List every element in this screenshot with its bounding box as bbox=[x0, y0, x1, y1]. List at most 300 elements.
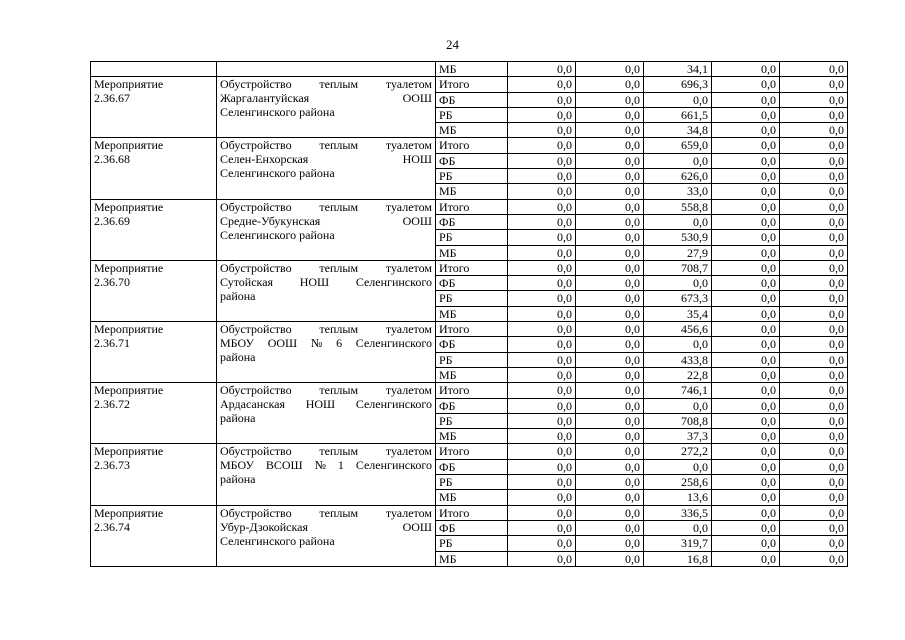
value-cell: 0,0 bbox=[780, 505, 848, 520]
value-cell: 0,0 bbox=[576, 475, 644, 490]
value-cell: 0,0 bbox=[576, 490, 644, 505]
value-cell: 0,0 bbox=[508, 77, 576, 92]
value-cell: 0,0 bbox=[780, 429, 848, 444]
value-cell: 0,0 bbox=[576, 291, 644, 306]
event-cell bbox=[91, 505, 217, 566]
event-label: 2.36.68 bbox=[94, 152, 130, 167]
value-cell: 0,0 bbox=[780, 383, 848, 398]
source-cell: МБ bbox=[436, 245, 508, 260]
value-cell: 626,0 bbox=[644, 169, 712, 184]
description-word: теплым bbox=[319, 322, 359, 337]
description-word: Селенгинского района bbox=[220, 166, 335, 181]
description-line bbox=[220, 411, 432, 425]
value-cell: 0,0 bbox=[508, 260, 576, 275]
value-cell: 0,0 bbox=[712, 337, 780, 352]
value-cell: 0,0 bbox=[780, 276, 848, 291]
event-label: 2.36.70 bbox=[94, 274, 130, 289]
value-cell: 0,0 bbox=[508, 429, 576, 444]
event-label: Мероприятие bbox=[94, 505, 164, 520]
value-cell: 0,0 bbox=[508, 153, 576, 168]
description-word: Ардасанская bbox=[220, 397, 285, 412]
event-cell bbox=[91, 260, 217, 321]
description-word: 6 bbox=[336, 336, 343, 351]
description-line bbox=[220, 383, 432, 397]
description-cell bbox=[217, 62, 436, 77]
table-row bbox=[91, 322, 848, 337]
value-cell: 0,0 bbox=[780, 398, 848, 413]
value-cell: 0,0 bbox=[508, 383, 576, 398]
value-cell: 0,0 bbox=[644, 92, 712, 107]
value-cell: 0,0 bbox=[712, 245, 780, 260]
value-cell: 16,8 bbox=[644, 551, 712, 566]
value-cell: 456,6 bbox=[644, 322, 712, 337]
value-cell: 0,0 bbox=[780, 230, 848, 245]
value-cell: 0,0 bbox=[780, 169, 848, 184]
value-cell: 0,0 bbox=[780, 551, 848, 566]
description-word: НОШ bbox=[305, 397, 336, 412]
value-cell: 0,0 bbox=[780, 413, 848, 428]
value-cell: 0,0 bbox=[780, 199, 848, 214]
value-cell: 0,0 bbox=[508, 306, 576, 321]
source-cell: Итого bbox=[436, 199, 508, 214]
value-cell: 0,0 bbox=[712, 77, 780, 92]
budget-table-body bbox=[91, 62, 848, 567]
description-line bbox=[220, 105, 432, 119]
description-word: ООШ bbox=[402, 91, 432, 106]
value-cell: 0,0 bbox=[508, 536, 576, 551]
value-cell: 0,0 bbox=[644, 337, 712, 352]
value-cell: 0,0 bbox=[712, 490, 780, 505]
description-line bbox=[220, 275, 432, 289]
description-word: Селенгинского bbox=[355, 336, 432, 351]
value-cell: 0,0 bbox=[712, 107, 780, 122]
description-word: Убур-Дзокойская bbox=[220, 519, 309, 534]
value-cell: 0,0 bbox=[780, 490, 848, 505]
value-cell: 33,0 bbox=[644, 184, 712, 199]
description-word: теплым bbox=[319, 383, 359, 398]
value-cell: 0,0 bbox=[644, 153, 712, 168]
source-cell: РБ bbox=[436, 413, 508, 428]
value-cell: 0,0 bbox=[712, 505, 780, 520]
value-cell: 530,9 bbox=[644, 230, 712, 245]
value-cell: 0,0 bbox=[712, 444, 780, 459]
value-cell: 0,0 bbox=[576, 337, 644, 352]
description-word: ООШ bbox=[402, 213, 432, 228]
value-cell: 0,0 bbox=[508, 322, 576, 337]
source-cell: МБ bbox=[436, 306, 508, 321]
event-cell bbox=[91, 199, 217, 260]
source-cell: Итого bbox=[436, 444, 508, 459]
description-line bbox=[220, 77, 432, 91]
source-cell: МБ bbox=[436, 429, 508, 444]
value-cell: 0,0 bbox=[712, 459, 780, 474]
source-cell: МБ bbox=[436, 490, 508, 505]
value-cell: 0,0 bbox=[508, 551, 576, 566]
value-cell: 0,0 bbox=[712, 123, 780, 138]
value-cell: 0,0 bbox=[712, 153, 780, 168]
event-cell bbox=[91, 383, 217, 444]
value-cell: 0,0 bbox=[508, 475, 576, 490]
source-cell: МБ bbox=[436, 184, 508, 199]
event-label: Мероприятие bbox=[94, 199, 164, 214]
source-cell: МБ bbox=[436, 551, 508, 566]
description-word: № bbox=[310, 336, 323, 351]
value-cell: 0,0 bbox=[576, 367, 644, 382]
value-cell: 0,0 bbox=[780, 107, 848, 122]
value-cell: 0,0 bbox=[576, 199, 644, 214]
description-line bbox=[220, 534, 432, 548]
description-word: ООШ bbox=[267, 336, 298, 351]
description-line bbox=[220, 397, 432, 411]
value-cell: 336,5 bbox=[644, 505, 712, 520]
description-word: Обустройство bbox=[220, 77, 292, 92]
value-cell: 0,0 bbox=[644, 520, 712, 535]
source-cell: ФБ bbox=[436, 337, 508, 352]
value-cell: 0,0 bbox=[508, 245, 576, 260]
value-cell: 708,8 bbox=[644, 413, 712, 428]
description-word: туалетом bbox=[385, 383, 432, 398]
description-cell bbox=[217, 138, 436, 199]
value-cell: 0,0 bbox=[712, 383, 780, 398]
description-word: Обустройство bbox=[220, 322, 292, 337]
description-line bbox=[220, 336, 432, 350]
event-cell bbox=[91, 62, 217, 77]
value-cell: 0,0 bbox=[780, 260, 848, 275]
value-cell: 0,0 bbox=[712, 260, 780, 275]
source-cell: Итого bbox=[436, 138, 508, 153]
value-cell: 0,0 bbox=[712, 367, 780, 382]
event-cell bbox=[91, 138, 217, 199]
source-cell: РБ bbox=[436, 107, 508, 122]
event-label: 2.36.72 bbox=[94, 397, 130, 412]
value-cell: 0,0 bbox=[780, 520, 848, 535]
source-cell: Итого bbox=[436, 383, 508, 398]
table-row bbox=[91, 77, 848, 92]
value-cell: 0,0 bbox=[780, 153, 848, 168]
value-cell: 0,0 bbox=[712, 169, 780, 184]
source-cell: РБ bbox=[436, 169, 508, 184]
description-word: Обустройство bbox=[220, 505, 292, 520]
value-cell: 0,0 bbox=[508, 107, 576, 122]
budget-table bbox=[90, 61, 848, 567]
event-label: 2.36.69 bbox=[94, 213, 130, 228]
description-word: туалетом bbox=[385, 199, 432, 214]
value-cell: 0,0 bbox=[712, 413, 780, 428]
value-cell: 0,0 bbox=[508, 138, 576, 153]
value-cell: 0,0 bbox=[712, 291, 780, 306]
value-cell: 0,0 bbox=[576, 383, 644, 398]
description-cell bbox=[217, 383, 436, 444]
event-label: Мероприятие bbox=[94, 77, 164, 92]
value-cell: 0,0 bbox=[508, 276, 576, 291]
value-cell: 0,0 bbox=[644, 459, 712, 474]
value-cell: 0,0 bbox=[712, 475, 780, 490]
description-word: Селенгинского района bbox=[220, 533, 335, 548]
value-cell: 0,0 bbox=[508, 230, 576, 245]
description-word: Обустройство bbox=[220, 199, 292, 214]
value-cell: 0,0 bbox=[576, 92, 644, 107]
event-cell bbox=[91, 444, 217, 505]
value-cell: 0,0 bbox=[780, 138, 848, 153]
value-cell: 0,0 bbox=[712, 429, 780, 444]
description-line bbox=[220, 214, 432, 228]
description-word: НОШ bbox=[299, 274, 330, 289]
value-cell: 0,0 bbox=[712, 214, 780, 229]
description-line bbox=[220, 506, 432, 520]
value-cell: 0,0 bbox=[508, 337, 576, 352]
value-cell: 0,0 bbox=[508, 184, 576, 199]
description-word: Селенгинского района bbox=[220, 227, 335, 242]
value-cell: 0,0 bbox=[508, 459, 576, 474]
value-cell: 34,8 bbox=[644, 123, 712, 138]
value-cell: 0,0 bbox=[508, 62, 576, 77]
event-label: Мероприятие bbox=[94, 444, 164, 459]
value-cell: 0,0 bbox=[780, 291, 848, 306]
event-label: 2.36.74 bbox=[94, 519, 130, 534]
value-cell: 319,7 bbox=[644, 536, 712, 551]
description-line bbox=[220, 289, 432, 303]
event-label: 2.36.67 bbox=[94, 91, 130, 106]
value-cell: 0,0 bbox=[712, 398, 780, 413]
description-line bbox=[220, 322, 432, 336]
source-cell: РБ bbox=[436, 230, 508, 245]
description-line bbox=[220, 166, 432, 180]
event-label: 2.36.71 bbox=[94, 336, 130, 351]
table-row bbox=[91, 199, 848, 214]
value-cell: 0,0 bbox=[780, 352, 848, 367]
description-word: теплым bbox=[319, 505, 359, 520]
description-cell bbox=[217, 77, 436, 138]
value-cell: 746,1 bbox=[644, 383, 712, 398]
description-word: Обустройство bbox=[220, 138, 292, 153]
description-word: Обустройство bbox=[220, 444, 292, 459]
description-word: 1 bbox=[337, 458, 344, 473]
description-word: туалетом bbox=[385, 322, 432, 337]
event-cell bbox=[91, 77, 217, 138]
source-cell: РБ bbox=[436, 352, 508, 367]
description-word: района bbox=[220, 288, 256, 303]
value-cell: 0,0 bbox=[780, 77, 848, 92]
value-cell: 0,0 bbox=[780, 536, 848, 551]
description-word: района bbox=[220, 472, 256, 487]
value-cell: 0,0 bbox=[576, 153, 644, 168]
value-cell: 0,0 bbox=[780, 62, 848, 77]
table-row bbox=[91, 383, 848, 398]
description-word: Селенгинского bbox=[355, 397, 432, 412]
value-cell: 558,8 bbox=[644, 199, 712, 214]
value-cell: 0,0 bbox=[780, 184, 848, 199]
value-cell: 0,0 bbox=[576, 505, 644, 520]
value-cell: 272,2 bbox=[644, 444, 712, 459]
value-cell: 0,0 bbox=[576, 169, 644, 184]
description-word: теплым bbox=[319, 77, 359, 92]
value-cell: 0,0 bbox=[508, 352, 576, 367]
description-word: Селенгинского района bbox=[220, 105, 335, 120]
value-cell: 659,0 bbox=[644, 138, 712, 153]
description-word: теплым bbox=[319, 260, 359, 275]
value-cell: 0,0 bbox=[780, 92, 848, 107]
value-cell: 673,3 bbox=[644, 291, 712, 306]
value-cell: 0,0 bbox=[508, 169, 576, 184]
source-cell: ФБ bbox=[436, 459, 508, 474]
value-cell: 0,0 bbox=[508, 505, 576, 520]
description-line bbox=[220, 458, 432, 472]
value-cell: 0,0 bbox=[576, 214, 644, 229]
description-word: № bbox=[314, 458, 327, 473]
value-cell: 0,0 bbox=[780, 306, 848, 321]
value-cell: 0,0 bbox=[780, 214, 848, 229]
source-cell: МБ bbox=[436, 123, 508, 138]
value-cell: 0,0 bbox=[508, 214, 576, 229]
value-cell: 0,0 bbox=[712, 322, 780, 337]
value-cell: 0,0 bbox=[508, 520, 576, 535]
source-cell: Итого bbox=[436, 322, 508, 337]
description-word: туалетом bbox=[385, 505, 432, 520]
value-cell: 0,0 bbox=[644, 276, 712, 291]
value-cell: 0,0 bbox=[508, 123, 576, 138]
value-cell: 0,0 bbox=[712, 92, 780, 107]
value-cell: 0,0 bbox=[576, 62, 644, 77]
description-cell bbox=[217, 199, 436, 260]
value-cell: 661,5 bbox=[644, 107, 712, 122]
value-cell: 0,0 bbox=[780, 459, 848, 474]
value-cell: 0,0 bbox=[508, 199, 576, 214]
source-cell: МБ bbox=[436, 367, 508, 382]
value-cell: 22,8 bbox=[644, 367, 712, 382]
event-cell bbox=[91, 322, 217, 383]
description-word: Сутойская bbox=[220, 274, 274, 289]
description-word: ВСОШ bbox=[265, 458, 303, 473]
description-line bbox=[220, 138, 432, 152]
value-cell: 0,0 bbox=[780, 475, 848, 490]
source-cell: ФБ bbox=[436, 153, 508, 168]
source-cell: ФБ bbox=[436, 214, 508, 229]
value-cell: 0,0 bbox=[712, 352, 780, 367]
source-cell: РБ bbox=[436, 475, 508, 490]
description-cell bbox=[217, 444, 436, 505]
source-cell: РБ bbox=[436, 291, 508, 306]
source-cell: ФБ bbox=[436, 520, 508, 535]
value-cell: 0,0 bbox=[780, 367, 848, 382]
source-cell: МБ bbox=[436, 62, 508, 77]
value-cell: 0,0 bbox=[508, 367, 576, 382]
value-cell: 0,0 bbox=[712, 551, 780, 566]
description-word: Обустройство bbox=[220, 383, 292, 398]
value-cell: 258,6 bbox=[644, 475, 712, 490]
table-row bbox=[91, 62, 848, 77]
value-cell: 34,1 bbox=[644, 62, 712, 77]
value-cell: 0,0 bbox=[576, 429, 644, 444]
description-word: Жаргалантуйская bbox=[220, 91, 310, 106]
description-cell bbox=[217, 322, 436, 383]
value-cell: 0,0 bbox=[576, 184, 644, 199]
value-cell: 0,0 bbox=[780, 123, 848, 138]
description-word: ООШ bbox=[402, 519, 432, 534]
source-cell: ФБ bbox=[436, 276, 508, 291]
description-word: Селен-Енхорская bbox=[220, 152, 309, 167]
description-word: туалетом bbox=[385, 444, 432, 459]
value-cell: 0,0 bbox=[576, 245, 644, 260]
value-cell: 0,0 bbox=[508, 291, 576, 306]
table-row bbox=[91, 260, 848, 275]
value-cell: 0,0 bbox=[576, 352, 644, 367]
value-cell: 0,0 bbox=[712, 184, 780, 199]
value-cell: 0,0 bbox=[508, 92, 576, 107]
event-label: Мероприятие bbox=[94, 322, 164, 337]
value-cell: 433,8 bbox=[644, 352, 712, 367]
description-word: района bbox=[220, 411, 256, 426]
value-cell: 0,0 bbox=[780, 444, 848, 459]
value-cell: 0,0 bbox=[508, 490, 576, 505]
table-row bbox=[91, 444, 848, 459]
description-word: района bbox=[220, 350, 256, 365]
value-cell: 0,0 bbox=[576, 306, 644, 321]
value-cell: 0,0 bbox=[576, 77, 644, 92]
value-cell: 0,0 bbox=[712, 138, 780, 153]
value-cell: 0,0 bbox=[644, 398, 712, 413]
value-cell: 0,0 bbox=[576, 444, 644, 459]
value-cell: 0,0 bbox=[576, 260, 644, 275]
description-line bbox=[220, 228, 432, 242]
description-word: МБОУ bbox=[220, 458, 254, 473]
page-number: 24 bbox=[446, 37, 459, 52]
description-cell bbox=[217, 505, 436, 566]
event-label: 2.36.73 bbox=[94, 458, 130, 473]
description-word: теплым bbox=[319, 444, 359, 459]
description-line bbox=[220, 444, 432, 458]
value-cell: 0,0 bbox=[712, 306, 780, 321]
value-cell: 0,0 bbox=[780, 337, 848, 352]
value-cell: 0,0 bbox=[576, 459, 644, 474]
value-cell: 0,0 bbox=[712, 62, 780, 77]
description-word: Селенгинского bbox=[355, 458, 432, 473]
value-cell: 0,0 bbox=[644, 214, 712, 229]
source-cell: РБ bbox=[436, 536, 508, 551]
description-word: туалетом bbox=[385, 77, 432, 92]
description-line bbox=[220, 91, 432, 105]
value-cell: 0,0 bbox=[576, 276, 644, 291]
description-line bbox=[220, 520, 432, 534]
table-row bbox=[91, 505, 848, 520]
value-cell: 0,0 bbox=[508, 413, 576, 428]
value-cell: 0,0 bbox=[576, 551, 644, 566]
value-cell: 0,0 bbox=[576, 536, 644, 551]
source-cell: ФБ bbox=[436, 92, 508, 107]
value-cell: 0,0 bbox=[712, 276, 780, 291]
description-word: Обустройство bbox=[220, 260, 292, 275]
description-line bbox=[220, 152, 432, 166]
value-cell: 27,9 bbox=[644, 245, 712, 260]
value-cell: 0,0 bbox=[576, 123, 644, 138]
description-word: НОШ bbox=[402, 152, 432, 167]
value-cell: 0,0 bbox=[508, 398, 576, 413]
description-word: туалетом bbox=[385, 138, 432, 153]
description-word: Средне-Убукунская bbox=[220, 213, 321, 228]
description-cell bbox=[217, 260, 436, 321]
value-cell: 0,0 bbox=[576, 398, 644, 413]
value-cell: 0,0 bbox=[712, 520, 780, 535]
source-cell: Итого bbox=[436, 260, 508, 275]
value-cell: 0,0 bbox=[712, 536, 780, 551]
description-word: теплым bbox=[319, 199, 359, 214]
source-cell: ФБ bbox=[436, 398, 508, 413]
event-label: Мероприятие bbox=[94, 383, 164, 398]
value-cell: 0,0 bbox=[576, 322, 644, 337]
value-cell: 0,0 bbox=[576, 520, 644, 535]
description-word: туалетом bbox=[385, 260, 432, 275]
table-row bbox=[91, 138, 848, 153]
value-cell: 13,6 bbox=[644, 490, 712, 505]
